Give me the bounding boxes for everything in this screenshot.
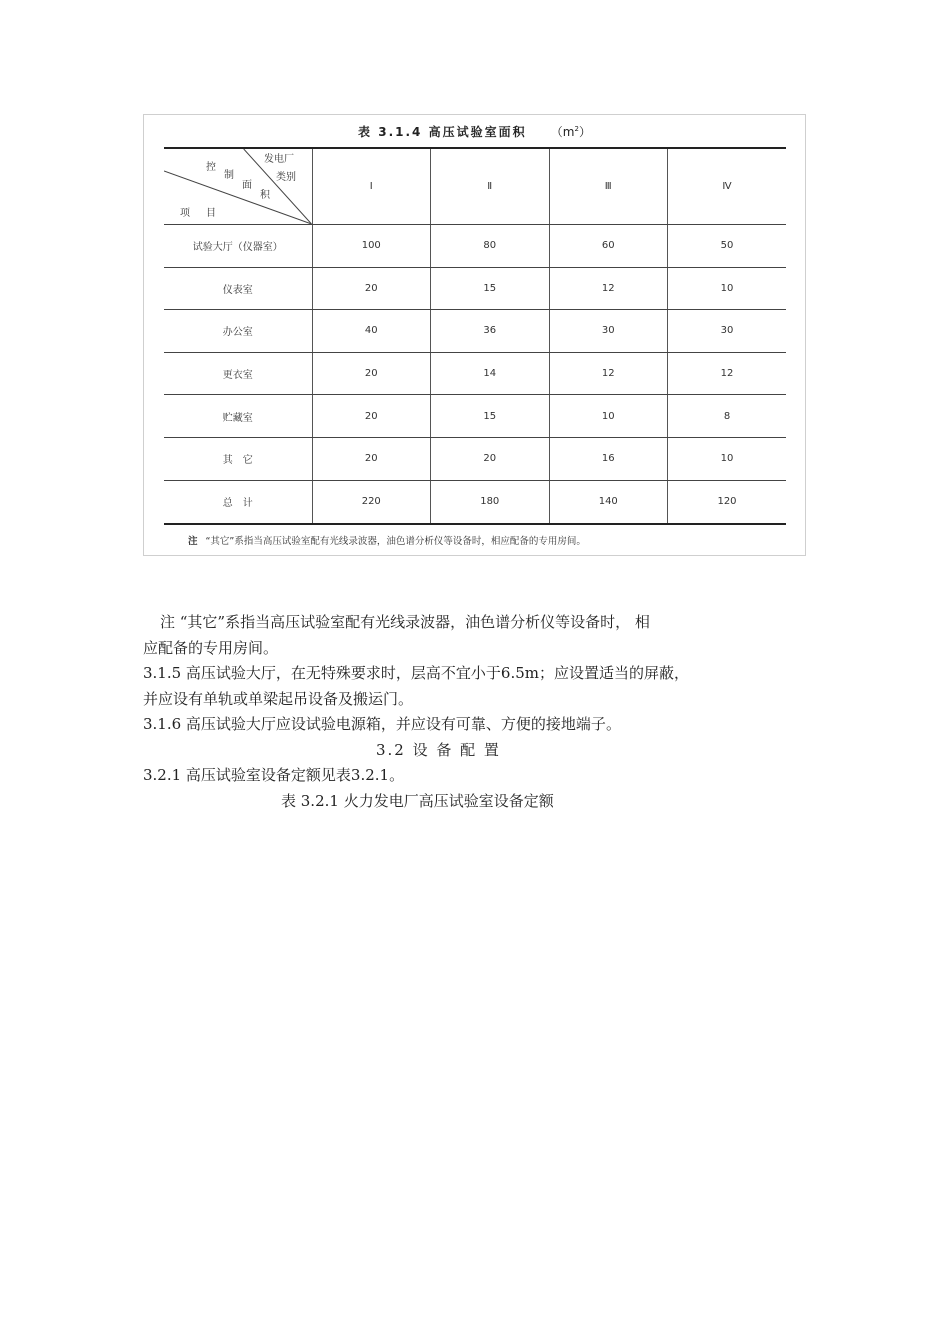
- category-header: Ⅳ: [668, 148, 787, 225]
- cell-value: 12: [549, 267, 668, 310]
- diagonal-header-cell: [164, 148, 312, 225]
- table-row: [164, 267, 786, 310]
- cell-value: 10: [668, 437, 787, 480]
- cell-value: 140: [549, 480, 668, 524]
- cell-value: 16: [549, 437, 668, 480]
- figure-note: [188, 533, 586, 547]
- row-label: 其 它: [164, 437, 312, 480]
- figure-note-text: “其它”系指当高压试验室配有光线录波器，油色谱分析仪等设备时，相应配备的专用房间。: [205, 536, 586, 547]
- table-row-total: [164, 480, 786, 524]
- figure-unit: $(m^2)$: [550, 125, 591, 139]
- cell-value: 12: [668, 352, 787, 395]
- diag-label: 积: [260, 190, 270, 201]
- section-heading: 3.2 设 备 配 置: [376, 740, 501, 759]
- clause-3-1-5-line-2: 并应设有单轨或单梁起吊设备及搬运门。: [143, 689, 414, 708]
- table-row: [164, 395, 786, 438]
- table-header-row: [164, 148, 786, 225]
- figure-title: 表 3.1.4 高压试验室面积 $(m^2)$: [358, 125, 591, 139]
- row-label: 试验大厅（仪器室）: [164, 225, 312, 268]
- cell-value: 30: [549, 310, 668, 353]
- cell-value: 20: [312, 395, 431, 438]
- cell-value: 50: [668, 225, 787, 268]
- category-header: Ⅲ: [549, 148, 668, 225]
- row-label: 仪表室: [164, 267, 312, 310]
- note-line-1: 注 “其它”系指当高压试验室配有光线录波器，油色谱分析仪等设备时， 相: [160, 613, 650, 631]
- clause-3-2-1: 3.2.1 高压试验室设备定额见表3.2.1。: [143, 766, 405, 784]
- cell-value: 36: [431, 310, 550, 353]
- category-header: Ⅱ: [431, 148, 550, 225]
- area-table-figure: [143, 114, 806, 556]
- cell-value: 180: [431, 480, 550, 524]
- row-label: 总 计: [164, 480, 312, 524]
- row-label: 贮藏室: [164, 395, 312, 438]
- cell-value: 12: [549, 352, 668, 395]
- row-label: 办公室: [164, 310, 312, 353]
- table-row: [164, 437, 786, 480]
- diag-label: 控: [206, 162, 216, 173]
- category-header: I: [312, 148, 431, 225]
- cell-value: 10: [549, 395, 668, 438]
- diag-label: 面: [242, 180, 252, 191]
- diag-label: 制: [224, 170, 234, 181]
- cell-value: 20: [312, 352, 431, 395]
- diag-label: 发电厂: [264, 154, 294, 165]
- cell-value: 20: [431, 437, 550, 480]
- cell-value: 40: [312, 310, 431, 353]
- area-table: [164, 147, 786, 525]
- cell-value: 10: [668, 267, 787, 310]
- note-line-2: 应配备的专用房间。: [143, 638, 279, 657]
- cell-value: 30: [668, 310, 787, 353]
- diag-label: 目: [206, 208, 216, 219]
- clause-3-1-6: 3.1.6 高压试验大厅应设试验电源箱，并应设有可靠、方便的接地端子。: [143, 715, 621, 733]
- cell-value: 14: [431, 352, 550, 395]
- cell-value: 8: [668, 395, 787, 438]
- table-row: [164, 352, 786, 395]
- cell-value: 20: [312, 437, 431, 480]
- body-text: [143, 610, 743, 814]
- cell-value: 15: [431, 395, 550, 438]
- cell-value: 120: [668, 480, 787, 524]
- row-label: 更衣室: [164, 352, 312, 395]
- cell-value: 60: [549, 225, 668, 268]
- clause-3-1-5-line-1: 3.1.5 高压试验大厅，在无特殊要求时，层高不宜小于6.5m；应设置适当的屏蔽，: [143, 664, 690, 682]
- cell-value: 220: [312, 480, 431, 524]
- cell-value: 100: [312, 225, 431, 268]
- table-row: [164, 225, 786, 268]
- cell-value: 20: [312, 267, 431, 310]
- diag-label: 类别: [276, 172, 296, 183]
- diag-label: 项: [180, 208, 190, 219]
- cell-value: 80: [431, 225, 550, 268]
- figure-note-label: 注: [188, 536, 198, 547]
- table-row: [164, 310, 786, 353]
- table-caption: 表 3.2.1 火力发电厂高压试验室设备定额: [281, 791, 554, 810]
- cell-value: 15: [431, 267, 550, 310]
